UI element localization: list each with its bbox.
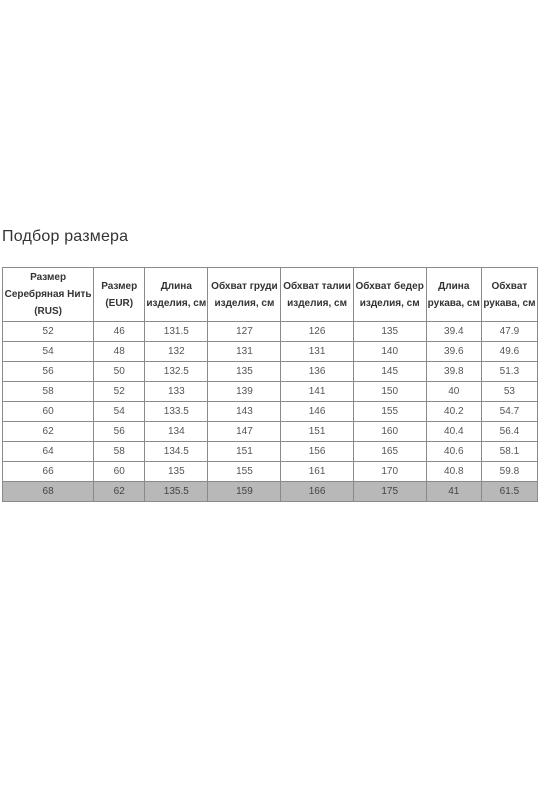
table-cell: 58 <box>94 442 145 462</box>
table-cell: 161 <box>281 462 353 482</box>
table-cell: 39.4 <box>426 322 481 342</box>
table-cell: 40.2 <box>426 402 481 422</box>
table-cell: 62 <box>3 422 94 442</box>
table-cell: 132.5 <box>145 362 208 382</box>
table-cell: 156 <box>281 442 353 462</box>
table-cell: 170 <box>353 462 426 482</box>
table-cell: 56.4 <box>481 422 537 442</box>
table-cell: 131 <box>208 342 281 362</box>
table-cell: 165 <box>353 442 426 462</box>
table-row <box>3 442 538 462</box>
header-chest: Обхват груди изделия, см <box>208 268 281 322</box>
table-cell: 131.5 <box>145 322 208 342</box>
header-size-eur: Размер (EUR) <box>94 268 145 322</box>
table-cell: 54 <box>3 342 94 362</box>
header-hips: Обхват бедер изделия, см <box>353 268 426 322</box>
table-cell: 58 <box>3 382 94 402</box>
table-cell: 143 <box>208 402 281 422</box>
table-cell: 60 <box>3 402 94 422</box>
table-cell: 58.1 <box>481 442 537 462</box>
header-length: Длина изделия, см <box>145 268 208 322</box>
table-body <box>3 322 538 502</box>
table-cell: 49.6 <box>481 342 537 362</box>
table-cell: 133.5 <box>145 402 208 422</box>
table-cell: 46 <box>94 322 145 342</box>
table-cell: 61.5 <box>481 482 537 502</box>
table-cell: 47.9 <box>481 322 537 342</box>
table-cell: 40.8 <box>426 462 481 482</box>
table-row <box>3 422 538 442</box>
table-cell: 40 <box>426 382 481 402</box>
table-cell: 147 <box>208 422 281 442</box>
table-cell: 60 <box>94 462 145 482</box>
table-cell: 40.6 <box>426 442 481 462</box>
table-cell: 135 <box>145 462 208 482</box>
table-cell: 51.3 <box>481 362 537 382</box>
table-cell: 140 <box>353 342 426 362</box>
table-row <box>3 362 538 382</box>
table-row <box>3 482 538 502</box>
table-cell: 134 <box>145 422 208 442</box>
table-cell: 151 <box>281 422 353 442</box>
table-cell: 39.6 <box>426 342 481 362</box>
table-cell: 41 <box>426 482 481 502</box>
table-cell: 141 <box>281 382 353 402</box>
table-cell: 56 <box>3 362 94 382</box>
header-sleeve-girth: Обхват рукава, см <box>481 268 537 322</box>
table-cell: 48 <box>94 342 145 362</box>
table-cell: 155 <box>353 402 426 422</box>
page-title: Подбор размера <box>2 228 129 245</box>
table-cell: 132 <box>145 342 208 362</box>
table-cell: 134.5 <box>145 442 208 462</box>
table-cell: 62 <box>94 482 145 502</box>
table-cell: 135 <box>353 322 426 342</box>
table-cell: 40.4 <box>426 422 481 442</box>
table-cell: 52 <box>94 382 145 402</box>
table-cell: 159 <box>208 482 281 502</box>
size-chart-table <box>2 267 538 502</box>
table-cell: 53 <box>481 382 537 402</box>
table-row <box>3 342 538 362</box>
table-cell: 135 <box>208 362 281 382</box>
header-row <box>3 268 538 322</box>
table-row <box>3 402 538 422</box>
table-row <box>3 382 538 402</box>
header-waist: Обхват талии изделия, см <box>281 268 353 322</box>
table-cell: 50 <box>94 362 145 382</box>
table-cell: 52 <box>3 322 94 342</box>
table-cell: 145 <box>353 362 426 382</box>
table-cell: 151 <box>208 442 281 462</box>
table-cell: 139 <box>208 382 281 402</box>
table-cell: 135.5 <box>145 482 208 502</box>
table-row <box>3 462 538 482</box>
header-size-rus: Размер Серебряная Нить (RUS) <box>3 268 94 322</box>
table-cell: 175 <box>353 482 426 502</box>
table-cell: 54.7 <box>481 402 537 422</box>
table-cell: 39.8 <box>426 362 481 382</box>
table-cell: 54 <box>94 402 145 422</box>
table-cell: 56 <box>94 422 145 442</box>
table-cell: 133 <box>145 382 208 402</box>
table-cell: 146 <box>281 402 353 422</box>
table-cell: 64 <box>3 442 94 462</box>
table-cell: 126 <box>281 322 353 342</box>
table-cell: 59.8 <box>481 462 537 482</box>
table-cell: 136 <box>281 362 353 382</box>
header-sleeve-length: Длина рукава, см <box>426 268 481 322</box>
table-cell: 150 <box>353 382 426 402</box>
table-row <box>3 322 538 342</box>
table-cell: 68 <box>3 482 94 502</box>
table-cell: 127 <box>208 322 281 342</box>
table-cell: 66 <box>3 462 94 482</box>
table-cell: 166 <box>281 482 353 502</box>
table-cell: 131 <box>281 342 353 362</box>
table-cell: 155 <box>208 462 281 482</box>
table-cell: 160 <box>353 422 426 442</box>
